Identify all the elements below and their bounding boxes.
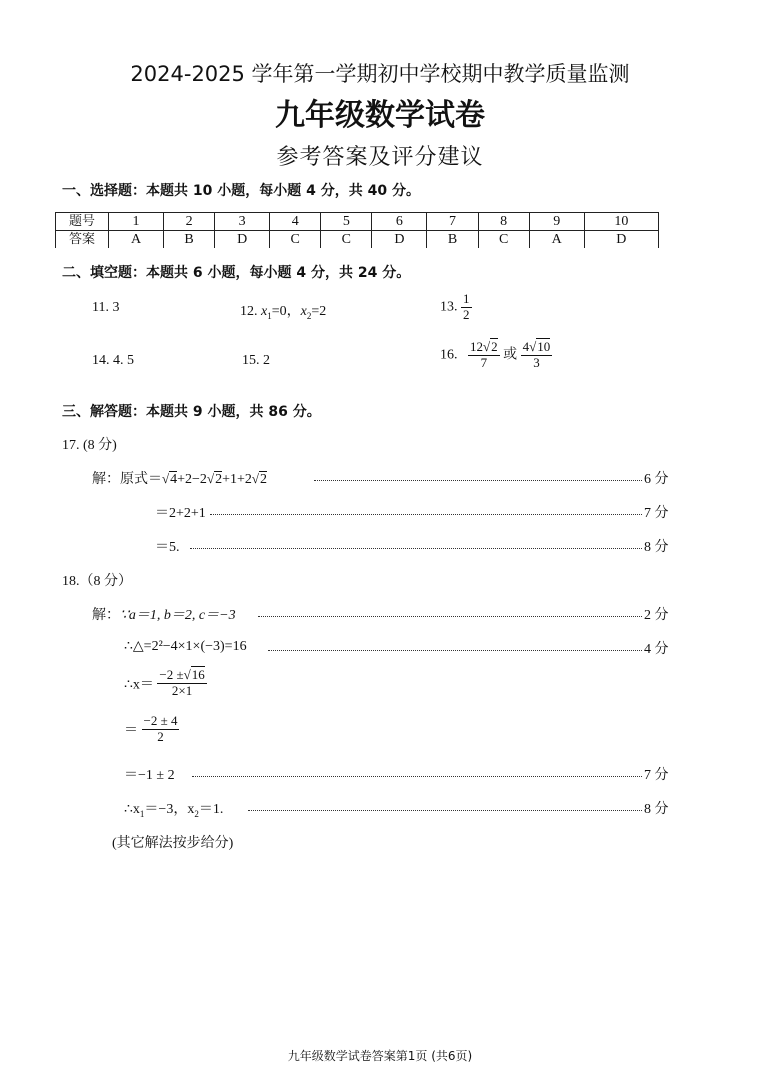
question-number-cell: 3 — [215, 213, 270, 231]
q18-line6-dots — [248, 810, 642, 811]
answer-cell: D — [372, 231, 427, 249]
q18-line4: ＝ $\frac{-2 \pm 4}{2}$ — [124, 713, 178, 744]
q12-answer: 12. $x_1=0$，$x_2=2$ — [240, 304, 327, 321]
q13-answer: 13. $\frac{1}{2}$ — [440, 291, 470, 322]
q11-answer: 11. 3 — [92, 300, 120, 315]
q18-note: (其它解法按步给分) — [112, 836, 234, 851]
q17-line1-dots — [314, 480, 642, 481]
answer-cell: D — [584, 231, 658, 249]
q17-line1: 解：原式＝√4+2−2√2+1+2√2 — [92, 471, 268, 487]
q18-line5: ＝−1 ± 2 — [124, 768, 175, 783]
q18-line5-dots — [192, 776, 642, 777]
q18-line2-score: 4 分 — [644, 642, 669, 657]
q13-fraction: $\frac{1}{2}$ — [463, 291, 470, 322]
page-footer: 九年级数学试卷答案第1页 (共6页) — [287, 1049, 473, 1063]
question-number-cell: 7 — [427, 213, 478, 231]
section3-heading: 三、解答题：本题共 9 小题，共 86 分。 — [62, 404, 321, 420]
answer-table — [55, 212, 659, 248]
answer-cell: C — [478, 231, 529, 249]
question-number-cell: 8 — [478, 213, 529, 231]
answer-cell: C — [270, 231, 321, 249]
question-number-cell: 4 — [270, 213, 321, 231]
q17-line1-score: 6 分 — [644, 472, 669, 487]
q17-line2-score: 7 分 — [644, 506, 669, 521]
answer-cell: B — [164, 231, 215, 249]
q17-line3-dots — [190, 548, 642, 549]
answer-cell: A — [529, 231, 584, 249]
q18-line2-dots — [268, 650, 642, 651]
q18-line2: ∴△=2²−4×1×(−3)=16 — [124, 639, 247, 654]
q18-formula-fraction: $\frac{-2 \pm√16}{2\times 1}$ — [159, 667, 205, 698]
answer-cell: D — [215, 231, 270, 249]
answer-cell: C — [321, 231, 372, 249]
question-number-cell: 5 — [321, 213, 372, 231]
q14-answer: 14. 4. 5 — [92, 353, 134, 368]
section2-heading: 二、填空题：本题共 6 小题，每小题 4 分，共 24 分。 — [62, 265, 411, 281]
q17-line2-dots — [210, 514, 642, 515]
q18-line6: $\therefore x_1=-3$，$x_2=1$. — [124, 802, 224, 819]
q16-fraction-b: $\frac{4√10}{3}$ — [522, 339, 551, 370]
question-number-cell: 2 — [164, 213, 215, 231]
question-number-cell: 9 — [529, 213, 584, 231]
answer-key-title: 参考答案及评分建议 — [276, 144, 484, 169]
q18-line1: 解：∵a＝1, b＝2, c＝−3 — [92, 608, 236, 623]
answer-cell: B — [427, 231, 478, 249]
q17-line3: ＝5. — [155, 540, 180, 555]
exam-title: 九年级数学试卷 — [275, 98, 485, 133]
question-number-cell: 6 — [372, 213, 427, 231]
q18-line3: ∴x＝ $\frac{-2 \pm√16}{2\times 1}$ — [124, 667, 205, 698]
q17-line2: ＝2+2+1 — [155, 506, 206, 521]
row-label-questions: 题号 — [56, 213, 109, 231]
table-row-answers — [56, 231, 659, 249]
q17-line3-score: 8 分 — [644, 540, 669, 555]
q15-answer: 15. 2 — [242, 353, 270, 368]
q18-line6-score: 8 分 — [644, 802, 669, 817]
q18-line1-score: 2 分 — [644, 608, 669, 623]
question-number-cell: 1 — [109, 213, 164, 231]
question-number-cell: 10 — [584, 213, 658, 231]
q18-line1-dots — [258, 616, 642, 617]
header-line1: 2024-2025 学年第一学期初中学校期中教学质量监测 — [130, 62, 630, 86]
q18-label: 18.（8 分） — [62, 574, 132, 589]
q18-line5-score: 7 分 — [644, 768, 669, 783]
table-row-questions — [56, 213, 659, 231]
q18-simplified-fraction: $\frac{-2 \pm 4}{2}$ — [143, 713, 178, 744]
q16-answer: 16. $\frac{12√2}{7}$ 或 $\frac{4√10}{3}$ — [440, 339, 551, 370]
answer-cell: A — [109, 231, 164, 249]
section1-heading: 一、选择题：本题共 10 小题，每小题 4 分，共 40 分。 — [62, 183, 420, 199]
q17-label: 17. (8 分) — [62, 438, 117, 453]
row-label-answers: 答案 — [56, 231, 109, 249]
q16-fraction-a: $\frac{12√2}{7}$ — [470, 339, 498, 370]
